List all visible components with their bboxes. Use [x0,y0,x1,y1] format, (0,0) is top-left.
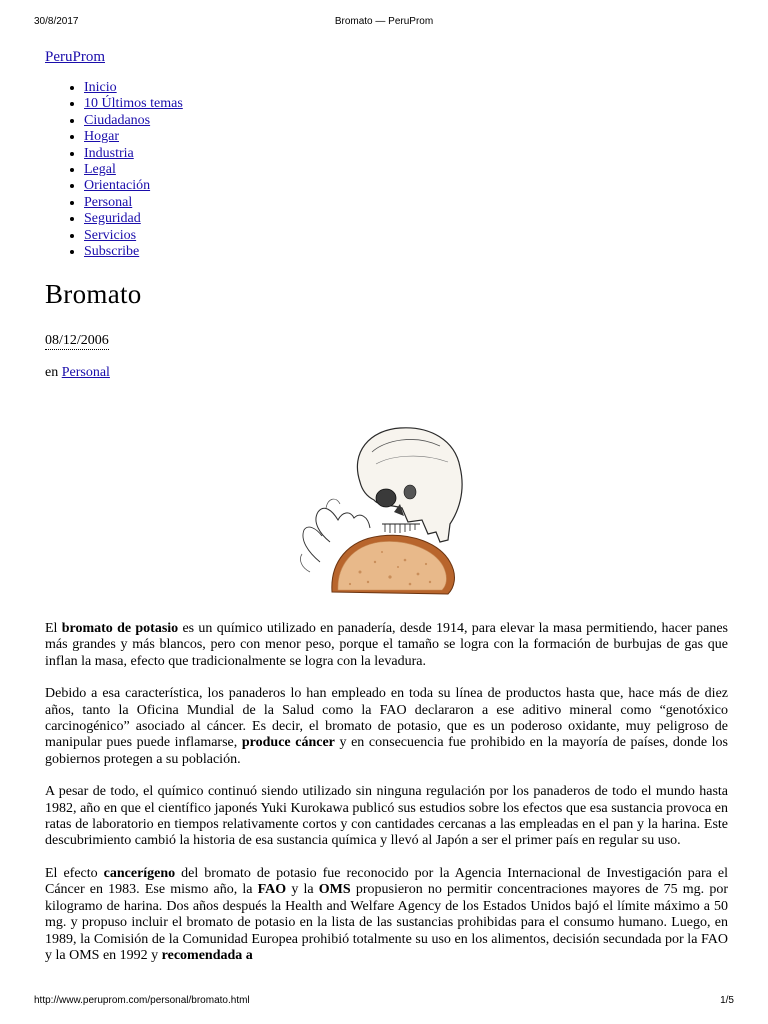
nav-item-inicio [84,80,183,96]
site-name-link[interactable]: PeruProm [45,49,105,65]
paragraph-1 [45,621,728,670]
nav-link-ciudadanos[interactable]: Ciudadanos [84,112,151,128]
nav-item-subscribe [84,244,183,260]
nav-link-seguridad[interactable]: Seguridad [84,211,141,227]
nav-item-ciudadanos [84,113,183,129]
main-nav [44,80,183,260]
nav-item-hogar [84,129,183,145]
skull-eating-bread-illustration [290,412,480,612]
post-date: 08/12/2006 [45,333,109,348]
category-link[interactable]: Personal [61,365,110,380]
nav-item-orientacion [84,178,183,194]
p1-text-a: El [45,621,62,636]
nav-item-legal [84,162,183,178]
p1-bold: bromato de potasio [61,621,179,636]
nav-link-hogar[interactable]: Hogar [84,129,119,145]
print-title: Bromato — PeruProm [334,16,434,27]
paragraph-2 [45,686,728,768]
nav-link-inicio[interactable]: Inicio [84,80,117,95]
nav-link-subscribe[interactable]: Subscribe [84,244,140,260]
p4-text-c: del bromato de potasio fue reconocido por la Agencia Internacional de Investigación para el Cáncer en 1983. Ese mismo año, la [45,865,728,898]
category-prefix: en [45,365,59,380]
nav-link-orientacion[interactable]: Orientación [84,178,151,194]
p2-text-a: Debido a esa característica, los panaderos lo han empleado en toda su línea de productos hasta que, hace más de diez años, tanto la Oficina Mundial de la Salud como la FAO declararon a ese aditivo mineral como “genotóxico carcinogénico” asociado al cáncer. Es decir, el bromato de potasio, que es un poderoso oxidante, muy peligroso de manipular pues puede inflamarse, [45,686,728,751]
p4-bold-recomendada: recomendada a [161,947,253,963]
p4-text-g: propusieron no permitir concentraciones mayores de 75 mg. por kilogramo de harina. Dos años después la Health and Welfare Agency de los Estados Unidos bajó el límite máximo a 50 mg. y propuso incluir el bromato de potasio en la lista de las sustancias prohibidas para el consumo humano. Luego, en 1989, la Comisión de la Comunidad Europea prohibió totalmente su uso en los alimentos, decisión secundada por la FAO y la OMS en 1992 y [45,882,728,963]
nav-item-personal [84,195,183,211]
print-date: 30/8/2017 [34,16,79,27]
p2-bold: produce cáncer [241,735,335,751]
nav-link-legal[interactable]: Legal [84,162,116,178]
nav-item-industria [84,146,183,162]
article-title: Bromato [45,279,142,309]
nav-item-seguridad [84,211,183,227]
p4-text-e: y la [286,882,319,898]
nav-link-industria[interactable]: Industria [84,145,134,161]
print-url: http://www.peruprom.com/personal/bromato.html [34,995,250,1006]
print-page-number: 1/5 [720,995,734,1006]
p2-text-c: y en consecuencia fue prohibido en la mayoría de países, donde los gobiernos protegen a su población. [45,735,728,767]
nav-link-servicios[interactable]: Servicios [84,227,137,243]
nav-link-personal[interactable]: Personal [84,194,133,210]
category-line [45,365,110,381]
p4-bold-fao: FAO [257,882,287,898]
p4-bold-cancerigeno: cancerígeno [103,865,176,881]
p4-bold-oms: OMS [318,882,351,898]
nav-link-ultimos-temas[interactable]: 10 Últimos temas [84,96,183,112]
paragraph-3: A pesar de todo, el químico continuó siendo utilizado sin ninguna regulación por los panaderos de todo el mundo hasta 1982, año en que el científico japonés Yuki Kurokawa publicó sus estudios sobre los efectos que esa sustancia provoca en ratas de laboratorio en tiempos relativamente cortos y con cantidades cercanas a las empleadas en el pan y la harina. Este descubrimiento cambió la historia de esa sustancia química y llevó al Japón a ser el primer país en regular su uso. [45,784,728,849]
p4-text-a: El efecto [45,865,104,881]
article-body [45,621,728,980]
p1-text-c: es un químico utilizado en panadería, desde 1914, para elevar la masa permitiendo, hacer panes más grandes y más blancos, pero con menor peso, porque el tamaño se logra con la formación de burbujas de gas que inflan la masa, efecto que tradicionalmente se logra con la levadura. [45,621,728,669]
nav-item-ultimos-temas [84,96,183,112]
paragraph-4 [45,866,728,964]
nav-item-servicios [84,228,183,244]
